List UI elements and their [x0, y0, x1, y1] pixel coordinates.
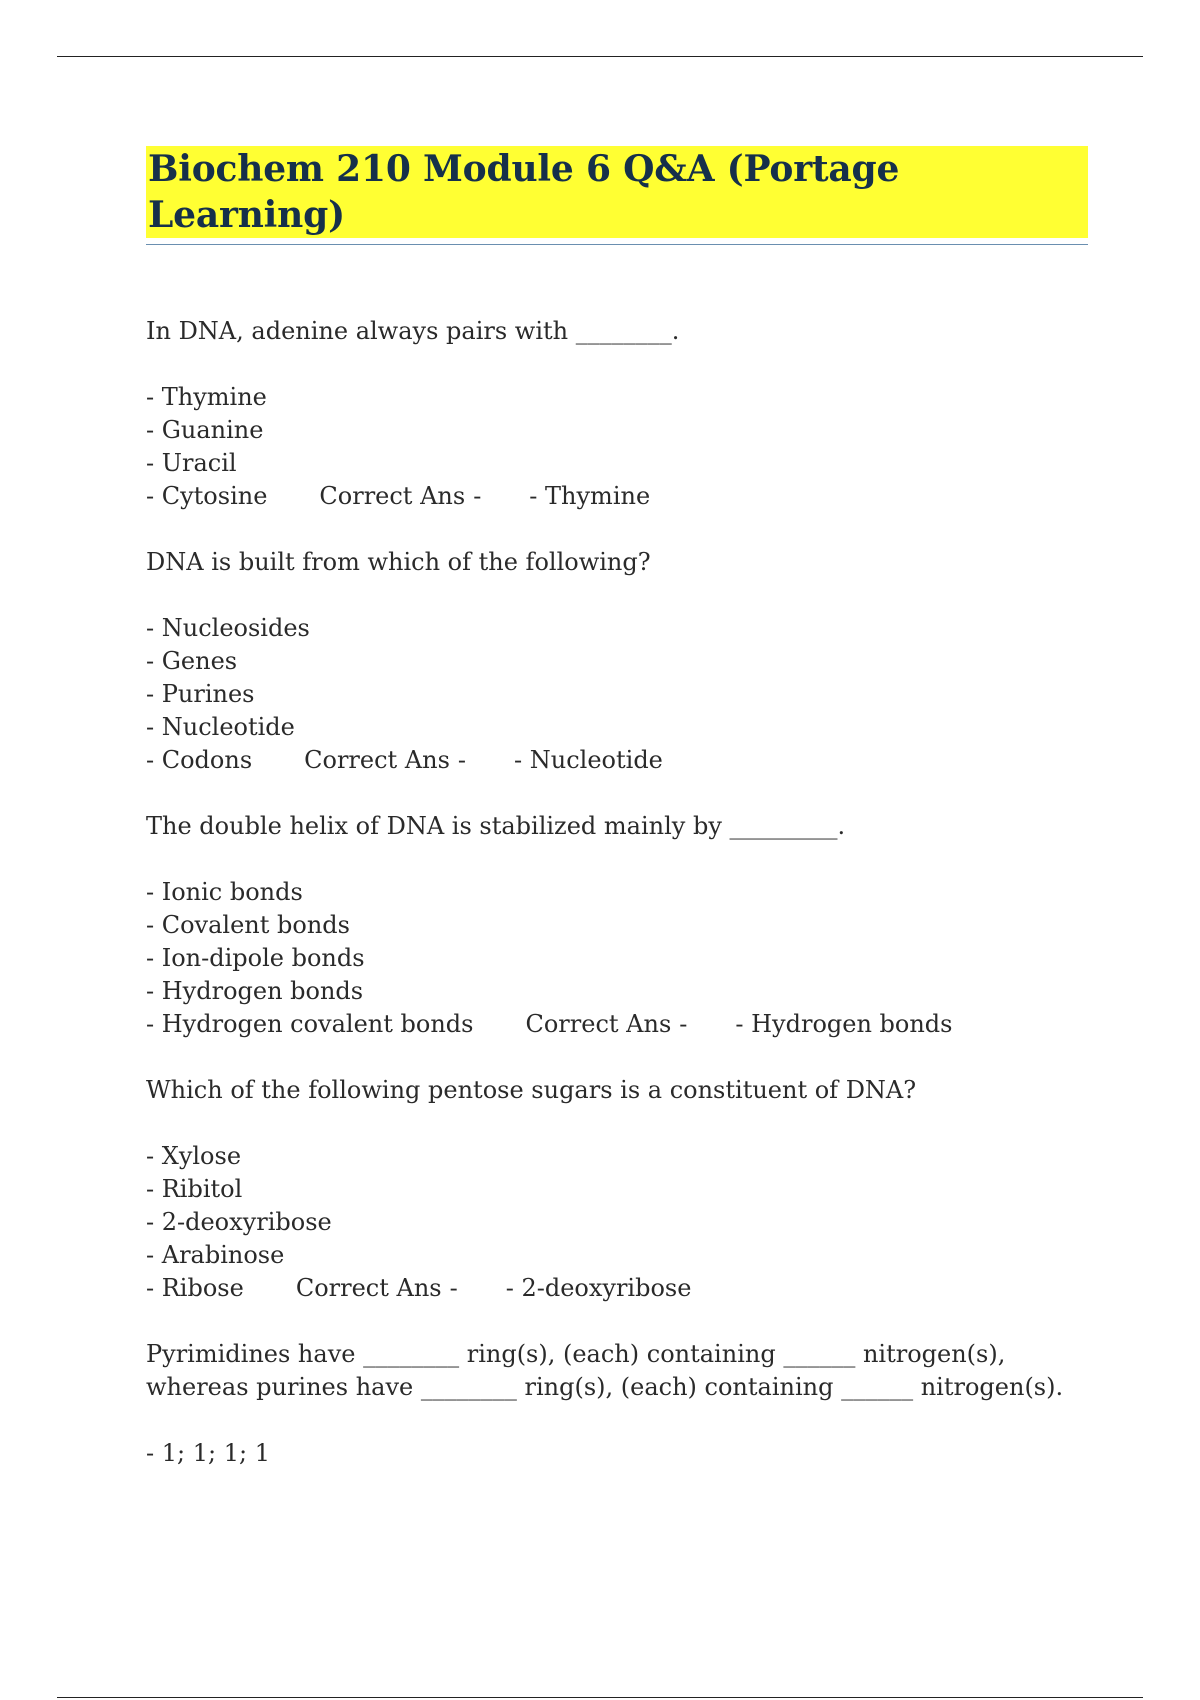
option-with-answer — [146, 1272, 1086, 1305]
option-item: - Nucleosides — [146, 614, 310, 642]
option-item: - Guanine — [146, 416, 264, 444]
correct-answer-label: Correct Ans — [319, 482, 466, 510]
document-body — [146, 146, 1086, 1503]
correct-answer-label: Correct Ans — [525, 1010, 672, 1038]
question-3-options — [146, 876, 1086, 1041]
option-with-answer — [146, 1008, 1086, 1041]
answer-dash: - — [449, 1274, 458, 1302]
option-item: - Purines — [146, 680, 255, 708]
question-4-prompt: Which of the following pentose sugars is a constituent of DNA? — [146, 1076, 917, 1104]
question-3-prompt: The double helix of DNA is stabilized mainly by _________. — [146, 812, 846, 840]
option-item: - Ionic bonds — [146, 878, 303, 906]
option-item: - Arabinose — [146, 1241, 285, 1269]
correct-answer-label: Correct Ans — [304, 746, 450, 774]
top-rule — [57, 56, 1143, 57]
option-with-answer — [146, 744, 1086, 777]
option-item: - 1; 1; 1; 1 — [146, 1439, 270, 1467]
option-item: - 2-deoxyribose — [146, 1208, 332, 1236]
correct-answer-value: - Nucleotide — [514, 746, 663, 774]
option-item: - Genes — [146, 647, 238, 675]
question-1-options — [146, 381, 1086, 513]
answer-dash: - — [679, 1010, 688, 1038]
document-title: Biochem 210 Module 6 Q&A (Portage Learning) — [146, 146, 1088, 238]
question-5-options — [146, 1437, 1086, 1470]
correct-answer-label: Correct Ans — [295, 1274, 442, 1302]
option-item: - Xylose — [146, 1142, 242, 1170]
option-item: - Thymine — [146, 383, 267, 411]
option-with-answer — [146, 480, 1086, 513]
correct-answer-value: - Hydrogen bonds — [735, 1010, 953, 1038]
option-item: - Uracil — [146, 449, 237, 477]
option-item: - Hydrogen bonds — [146, 977, 364, 1005]
question-2-prompt: DNA is built from which of the following? — [146, 548, 651, 576]
option-item: - Hydrogen covalent bonds — [146, 1010, 474, 1038]
bottom-rule — [57, 1697, 1143, 1698]
question-4-options — [146, 1140, 1086, 1305]
correct-answer-value: - Thymine — [529, 482, 651, 510]
option-item: - Ribose — [146, 1274, 244, 1302]
answer-dash: - — [457, 746, 467, 774]
answer-dash: - — [473, 482, 482, 510]
correct-answer-value: - 2-deoxyribose — [505, 1274, 692, 1302]
option-item: - Covalent bonds — [146, 911, 350, 939]
question-2-options — [146, 612, 1086, 777]
option-item: - Ribitol — [146, 1175, 243, 1203]
question-1-prompt: In DNA, adenine always pairs with ________. — [146, 317, 680, 345]
option-item: - Ion-dipole bonds — [146, 944, 365, 972]
option-item: - Cytosine — [146, 482, 268, 510]
title-block — [146, 146, 1088, 245]
option-item: - Nucleotide — [146, 713, 295, 741]
question-5-prompt: Pyrimidines have ________ ring(s), (each) containing ______ nitrogen(s), whereas purines have ________ ring(s), (each) containing ______ nitrogen(s). — [146, 1340, 1064, 1401]
option-item: - Codons — [146, 746, 253, 774]
